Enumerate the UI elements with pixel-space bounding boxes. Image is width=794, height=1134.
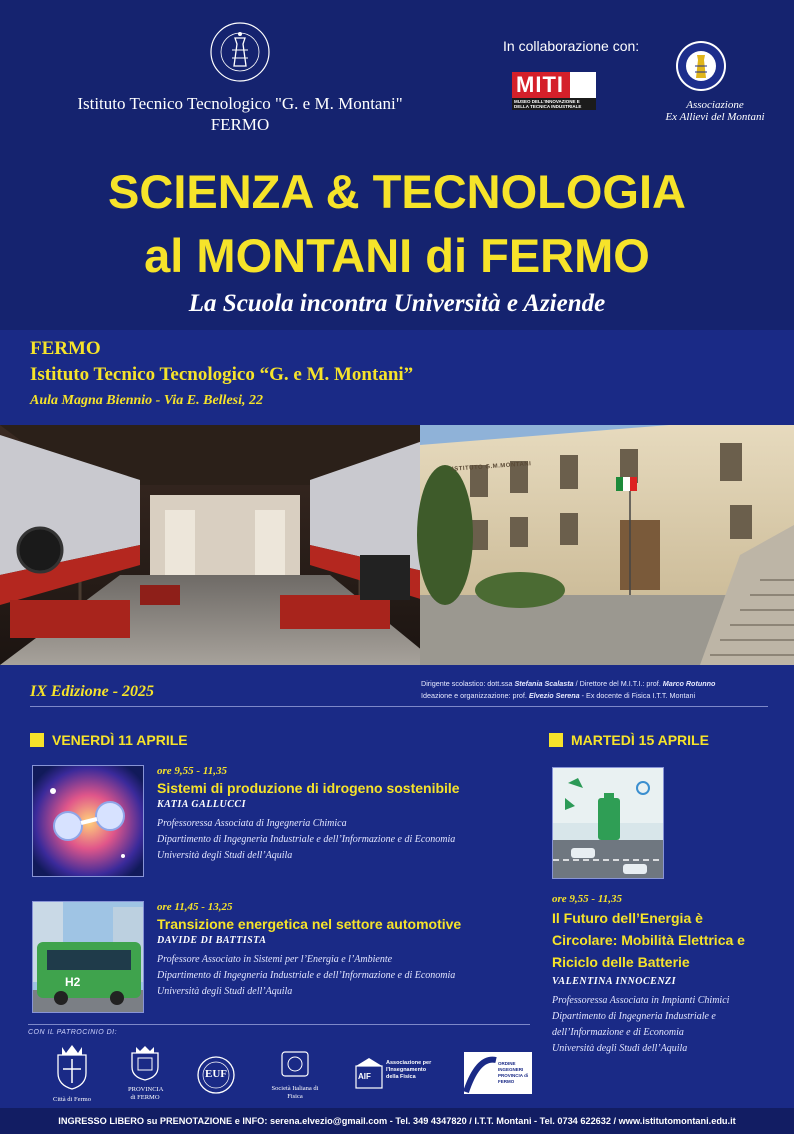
venue-photo-collage xyxy=(0,425,794,665)
collab-label: In collaborazione con: xyxy=(503,38,640,54)
coat-of-arms-icon xyxy=(50,1043,94,1091)
talk-title: Transizione energetica nel settore automotive xyxy=(157,916,462,932)
patron-label: ORDINE INGEGNERI PROVINCIA di FERMO xyxy=(498,1061,529,1084)
affiliation-line: Università degli Studi dell’Aquila xyxy=(157,850,293,861)
miti-logo-text: MITI xyxy=(516,72,564,97)
patron-label: Associazione per l'Insegnamento della Fisica xyxy=(386,1060,432,1080)
talk-1 xyxy=(157,765,517,864)
h2-label: H2 xyxy=(65,975,81,989)
talk-3 xyxy=(552,893,782,1057)
assoc-line2: Ex Allievi del Montani xyxy=(665,111,765,123)
patronage-label: CON IL PATROCINIO DI: xyxy=(28,1029,118,1036)
affiliation-line: Professore Associato in Sistemi per l’Energia e l’Ambiente xyxy=(157,954,393,965)
footer-contacts: serena.elvezio@gmail.com - Tel. 349 4347820 / I.T.T. Montani - Tel. 0734 622632 / www.istitutomontani.edu.it xyxy=(269,1116,736,1126)
alumni-association-emblem xyxy=(675,40,727,92)
sif-emblem-icon xyxy=(268,1050,322,1080)
province-emblem-icon xyxy=(128,1045,162,1081)
patron-logo-euf xyxy=(196,1055,236,1100)
institute-name xyxy=(40,93,440,135)
edition-label: IX Edizione - 2025 xyxy=(30,683,155,700)
credit-organizer-prefix: Ideazione e organizzazione: prof. xyxy=(421,691,527,700)
speaker-affiliation xyxy=(552,993,782,1057)
day1-label: VENERDÌ 11 APRILE xyxy=(52,732,188,748)
venue-address: Aula Magna Biennio - Via E. Bellesi, 22 xyxy=(30,393,263,408)
day-header-friday xyxy=(30,732,188,748)
patron-label: EUF xyxy=(205,1068,227,1080)
day-header-tuesday xyxy=(549,732,709,748)
alumni-association-name xyxy=(640,99,790,123)
credit-director-prefix: / Direttore del M.I.T.I.: prof. xyxy=(573,679,661,688)
venue-city: FERMO xyxy=(30,338,101,359)
title-line2: al MONTANI di FERMO xyxy=(144,229,650,282)
footer-entry-label: INGRESSO LIBERO su PRENOTAZIONE e INFO: xyxy=(58,1116,268,1126)
affiliation-line: Dipartimento di Ingegneria Industriale e dell’Informazione e di Economia xyxy=(157,970,456,981)
square-bullet-icon xyxy=(30,733,44,747)
event-subtitle: La Scuola incontra Università e Aziende xyxy=(188,290,606,317)
talk-title-line: Circolare: Mobilità Elettrica e xyxy=(552,932,745,948)
credit-principal-prefix: Dirigente scolastico: dott.ssa xyxy=(421,679,513,688)
patron-label: Città di Fermo xyxy=(53,1096,91,1103)
day2-label: MARTEDÌ 15 APRILE xyxy=(571,732,709,748)
circular-energy-talk-image xyxy=(552,767,664,879)
affiliation-line: Dipartimento di Ingegneria Industriale e dell’Informazione e di Economia xyxy=(157,834,456,845)
organizer-role: - Ex docente di Fisica I.T.T. Montani xyxy=(579,691,696,700)
speaker-name: DAVIDE DI BATTISTA xyxy=(157,935,267,946)
talk-title-line: Il Futuro dell’Energia è xyxy=(552,910,703,926)
assoc-line1: Associazione xyxy=(686,99,744,111)
speaker-name: KATIA GALLUCCI xyxy=(157,799,246,810)
affiliation-line: dell’Informazione e di Economia xyxy=(552,1027,684,1038)
engineers-order-icon xyxy=(464,1052,498,1094)
patron-logo-sif xyxy=(268,1050,322,1101)
organizers-credits xyxy=(421,678,781,702)
hydrogen-talk-image xyxy=(32,765,144,877)
aif-short: AIF xyxy=(358,1072,371,1081)
talk-title: Sistemi di produzione di idrogeno sostenibile xyxy=(157,780,460,796)
venue-institute: Istituto Tecnico Tecnologico “G. e M. Montani” xyxy=(30,364,414,385)
patron-logo-provincia-fermo xyxy=(128,1045,162,1102)
square-bullet-icon xyxy=(549,733,563,747)
building-sign: ISTITUTO G.M.MONTANI xyxy=(451,461,532,473)
affiliation-line: Università degli Studi dell’Aquila xyxy=(157,986,293,997)
speaker-affiliation xyxy=(157,952,517,1000)
speaker-affiliation xyxy=(157,816,517,864)
divider xyxy=(30,706,768,707)
montani-seal-logo xyxy=(208,20,272,84)
event-title xyxy=(0,160,794,288)
talk-2 xyxy=(157,901,517,1000)
talk-title xyxy=(552,907,782,973)
affiliation-line: Professoressa Associata di Ingegneria Chimica xyxy=(157,818,347,829)
institute-city: FERMO xyxy=(210,115,270,134)
affiliation-line: Professoressa Associata in Impianti Chimici xyxy=(552,995,730,1006)
footer-info-bar xyxy=(0,1108,794,1134)
principal-name: Stefania Scalasta xyxy=(514,679,574,688)
patronage-divider xyxy=(28,1024,530,1025)
talk-time: ore 9,55 - 11,35 xyxy=(552,893,622,905)
automotive-talk-image xyxy=(32,901,144,1013)
patron-label: PROVINCIA di FERMO xyxy=(128,1086,164,1101)
talk-title-line: Riciclo delle Batterie xyxy=(552,954,690,970)
talk-time: ore 9,55 - 11,35 xyxy=(157,765,227,777)
title-line1: SCIENZA & TECNOLOGIA xyxy=(108,165,686,218)
talk-time: ore 11,45 - 13,25 xyxy=(157,901,233,913)
patron-logo-aif xyxy=(354,1058,440,1092)
affiliation-line: Dipartimento di Ingegneria Industriale e xyxy=(552,1011,716,1022)
director-name: Marco Rotunno xyxy=(662,679,716,688)
miti-logo xyxy=(512,72,596,110)
patron-logo-citta-di-fermo xyxy=(50,1043,94,1104)
patron-label: Società Italiana di Fisica xyxy=(271,1085,319,1100)
organizer-name: Elvezio Serena xyxy=(528,691,580,700)
affiliation-line: Università degli Studi dell’Aquila xyxy=(552,1043,688,1054)
speaker-name: VALENTINA INNOCENZI xyxy=(552,976,677,987)
institute-line1: Istituto Tecnico Tecnologico "G. e M. Montani" xyxy=(77,94,403,113)
patron-logo-ordine-ingegneri xyxy=(464,1052,532,1094)
miti-caption: MUSEO DELL'INNOVAZIONE E DELLA TECNICA INDUSTRIALE xyxy=(512,98,596,110)
